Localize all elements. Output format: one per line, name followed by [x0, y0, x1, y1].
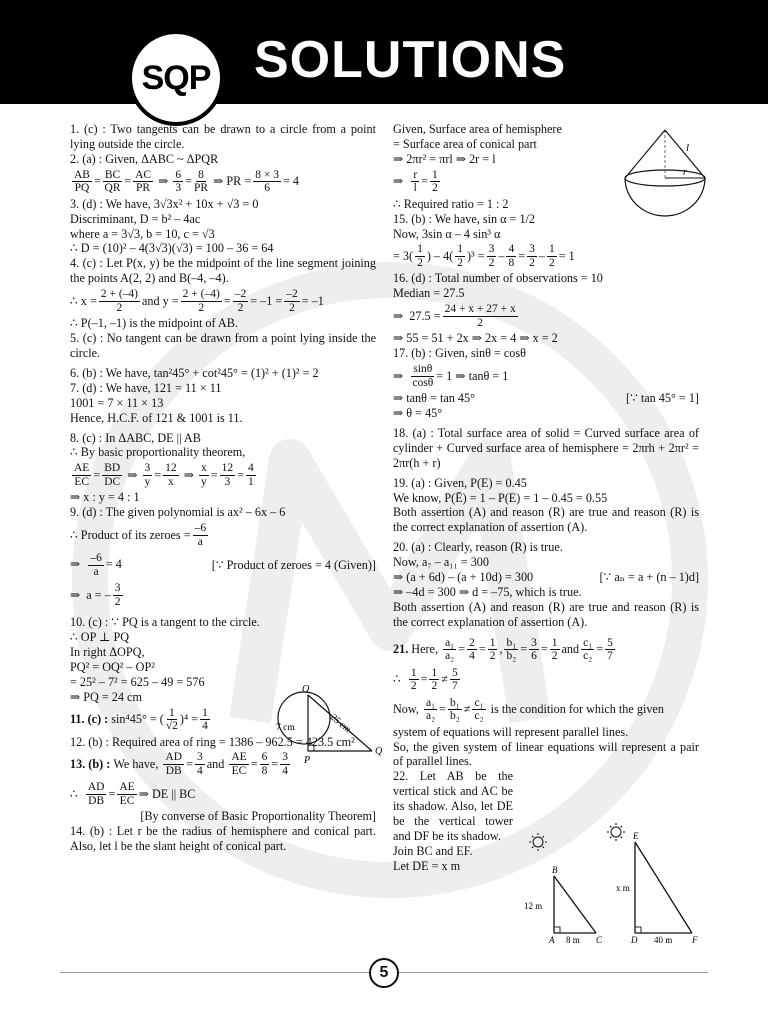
equation-11: 11. (c) : sin⁴45° = ( 1 √2 )⁴ = 1 4 — [70, 706, 208, 733]
hcf-result: Hence, H.C.F. of 121 & 1001 is 11. — [70, 410, 243, 425]
solution-14: 14. (b) : Let r be the radius of hemisphere and conical part. Also, let l be the slant height of conical part. — [70, 824, 376, 854]
de-value: Let DE = x m — [393, 858, 461, 873]
equation-15: = 3( 1 2 ) – 4( 1 2 )³ = 3 2 – 4 8 = 3 2 – 1 2 = 1 — [393, 243, 575, 269]
assertion-20: Both assertion (A) and reason (R) are true and reason (R) is the correct explanation of assertion (A). — [393, 599, 699, 629]
stick-shadow: 8 m — [566, 935, 580, 945]
median: Median = 27.5 — [393, 286, 465, 301]
pq-result: ⇒ PQ = 24 cm — [70, 689, 142, 704]
slant-label: l — [686, 142, 690, 154]
discriminant: Discriminant, D = b² – 4ac — [70, 211, 201, 226]
pythagoras-value: = 25² – 7² = 625 – 49 = 576 — [70, 674, 205, 689]
right-column — [393, 122, 699, 874]
conical-area: = Surface area of conical part — [393, 136, 537, 151]
point-e: E — [633, 831, 639, 841]
solution-4: 4. (c) : Let P(x, y) be the midpoint of the line segment joining the points A(2, 2) and B(–4, –4). — [70, 256, 376, 286]
perpendicular: ∴ OP ⊥ PQ — [70, 630, 130, 645]
point-a: A — [549, 935, 555, 945]
point-p: P — [304, 755, 311, 766]
expression-15: Now, 3sin α – 4 sin³ α — [393, 226, 501, 241]
point-d: D — [631, 935, 638, 945]
tower-shadow: 40 m — [654, 935, 673, 945]
solution-20: 20. (a) : Clearly, reason (R) is true. — [393, 540, 563, 555]
theta-result: ⇒ θ = 45° — [393, 405, 443, 420]
tangent-circle-figure — [276, 682, 386, 766]
equation-21b: ∴ 1 2 = 1 2 ≠ 5 7 — [393, 666, 458, 693]
pythagoras: PQ² = OQ² – OP² — [70, 659, 155, 674]
equation-21c: Now, a₁ a₂ = b₁ b₂ ≠ c₁ c₂ is the condition for which the given — [393, 696, 664, 723]
solution-22: 22. Let AB be the vertical stick and AC be its shadow. Also, let DE be the vertical tower and DF be its shadow. — [393, 769, 513, 843]
point-c: C — [596, 935, 603, 945]
solution-15: 15. (b) : We have, sin α = 1/2 — [393, 211, 536, 226]
solution-5: 5. (c) : No tangent can be drawn from a point lying inside the circle. — [70, 331, 376, 360]
solution-12: 12. (b) : Required area of ring = 1386 – 962.5 = 423.5 cm² — [70, 734, 355, 749]
equation-ratio: ⇒ r l = 1 2 — [393, 168, 438, 195]
side-label: 7 cm — [276, 723, 295, 733]
discriminant-value: ∴ D = (10)² – 4(3√3)(√3) = 100 – 36 = 64 — [70, 241, 274, 256]
equation-9a: ∴ Product of its zeroes = –6 a — [70, 522, 207, 548]
point-q: Q — [375, 746, 383, 757]
cone-hemisphere-figure — [620, 126, 710, 221]
bpt-converse: [By converse of Basic Proportionality Theorem] — [140, 809, 376, 824]
sqp-badge: SQP — [128, 30, 224, 126]
solution-19: 19. (a) : Given, P(E) = 0.45 — [393, 475, 527, 490]
equation-13b: ∴ AD DB = AE EC ⇒ DE || BC — [70, 781, 196, 807]
equation-9b: ⇒ $\frac{-6}{a}$ = 4 [∵ Product of zeroes = 4 (Given)] — [70, 552, 376, 578]
ratio-result: ⇒ x : y = 4 : 1 — [70, 490, 140, 505]
sun-icon-2 — [607, 823, 625, 841]
right-triangle: In right ΔOPQ, — [70, 644, 145, 659]
page-title: SOLUTIONS — [254, 31, 567, 89]
coefficients: where a = 3√3, b = 10, c = √3 — [70, 226, 215, 241]
equation-2: AB PQ = BC QR = AC PR ⇒ 6 3 = 8 PR ⇒ PR = 8 × 3 6 = 4 — [74, 168, 299, 195]
equation-9c: ⇒ a = – 3 2 — [70, 582, 121, 608]
equation-16: ⇒ 27.5 = 24 + x + 27 + x 2 — [393, 303, 516, 329]
factor-1001: 1001 = 7 × 11 × 13 — [70, 395, 164, 410]
point-b: B — [552, 865, 558, 875]
radius-label: r — [683, 167, 687, 178]
solution-7: 7. (d) : We have, 121 = 11 × 11 — [70, 380, 222, 395]
conclusion-21: So, the given system of linear equations will represent a pair of parallel lines. — [393, 739, 699, 769]
equation-17: ⇒ sinθ cosθ = 1 ⇒ tanθ = 1 — [393, 363, 509, 389]
stick-height: 12 m — [524, 901, 543, 911]
x-value: ⇒ 55 = 51 + 2x ⇒ 2x = 4 ⇒ x = 2 — [393, 331, 558, 346]
solution-6: 6. (b) : We have, tan²45° + cot²45° = (1)² + (1)² = 2 — [70, 365, 319, 380]
required-ratio: ∴ Required ratio = 1 : 2 — [393, 196, 509, 211]
hyp-label: 25 cm — [328, 712, 353, 736]
solution-10: 10. (c) : ∵ PQ is a tangent to the circle. — [70, 615, 260, 630]
bpt-line: ∴ By basic proportionality theorem, — [70, 445, 246, 460]
page-number: 5 — [369, 958, 399, 988]
assertion-19: Both assertion (A) and reason (R) are true and reason (R) is the correct explanation of assertion (A). — [393, 505, 699, 535]
solution-2: 2. (a) : Given, ΔABC ~ ΔPQR — [70, 151, 219, 166]
area-equation: ⇒ 2πr² = πrl ⇒ 2r = l — [393, 151, 496, 166]
stick-tower-figure — [520, 818, 710, 948]
ap-difference: Now, a₇ – a₁₁ = 300 — [393, 555, 489, 570]
tan-line: ⇒ tanθ = tan 45° [∵ tan 45° = 1] — [393, 391, 699, 406]
given-note: [∵ Product of zeroes = 4 (Given)] — [211, 557, 376, 572]
tower-height: x m — [616, 883, 630, 893]
ap-line: ⇒ (a + 6d) – (a + 10d) = 300 [∵ aₙ = a + (n – 1)d] — [393, 570, 699, 585]
solution-18: 18. (a) : Total surface area of solid = Curved surface area of cylinder + Curved surface area of hemisphere = 2πrh + 2πr² = 2πr(h + r) — [393, 425, 699, 470]
point-o: O — [302, 684, 310, 695]
solution-1: 1. (c) : Two tangents can be drawn to a circle from a point lying outside the circle. — [70, 122, 376, 151]
solution-16: 16. (d) : Total number of observations = 10 — [393, 271, 603, 286]
equation-4: ∴ x = 2 + (–4) 2 and y = 2 + (–4) 2 = –2 2 = –1 = –2 2 = –1 — [70, 288, 324, 314]
equation-21a: 21. Here, a₁ a₂ = 2 4 = 1 2 , b₁ b₂ = 3 6 = 1 2 and c₁ c₂ = 5 7 — [393, 636, 613, 663]
equation-13a: 13. (b) : We have, AD DB = 3 4 and AE EC = 6 8 = 3 4 — [70, 751, 288, 777]
solution-9: 9. (d) : The given polynomial is ax² – 6x – 6 — [70, 505, 286, 520]
parallel-lines: system of equations will represent parallel lines. — [393, 724, 629, 739]
sun-icon-1 — [529, 833, 547, 851]
point-f: F — [692, 935, 698, 945]
midpoint-result: ∴ P(–1, –1) is the midpoint of AB. — [70, 316, 238, 331]
d-value: ⇒ –4d = 300 ⇒ d = –75, which is true. — [393, 584, 582, 599]
solution-3: 3. (d) : We have, 3√3x² + 10x + √3 = 0 — [70, 196, 259, 211]
solution-17: 17. (b) : Given, sinθ = cosθ — [393, 346, 526, 361]
probability: We know, P(Ē) = 1 – P(E) = 1 – 0.45 = 0.55 — [393, 490, 608, 505]
equation-8: AE EC = BD DC ⇒ 3 y = 12 x ⇒ x y = 12 3 = 4 1 — [74, 462, 254, 488]
surface-area-given: Given, Surface area of hemisphere — [393, 122, 562, 136]
solution-8: 8. (c) : In ΔABC, DE || AB — [70, 430, 201, 445]
join-line: Join BC and EF. — [393, 843, 473, 858]
